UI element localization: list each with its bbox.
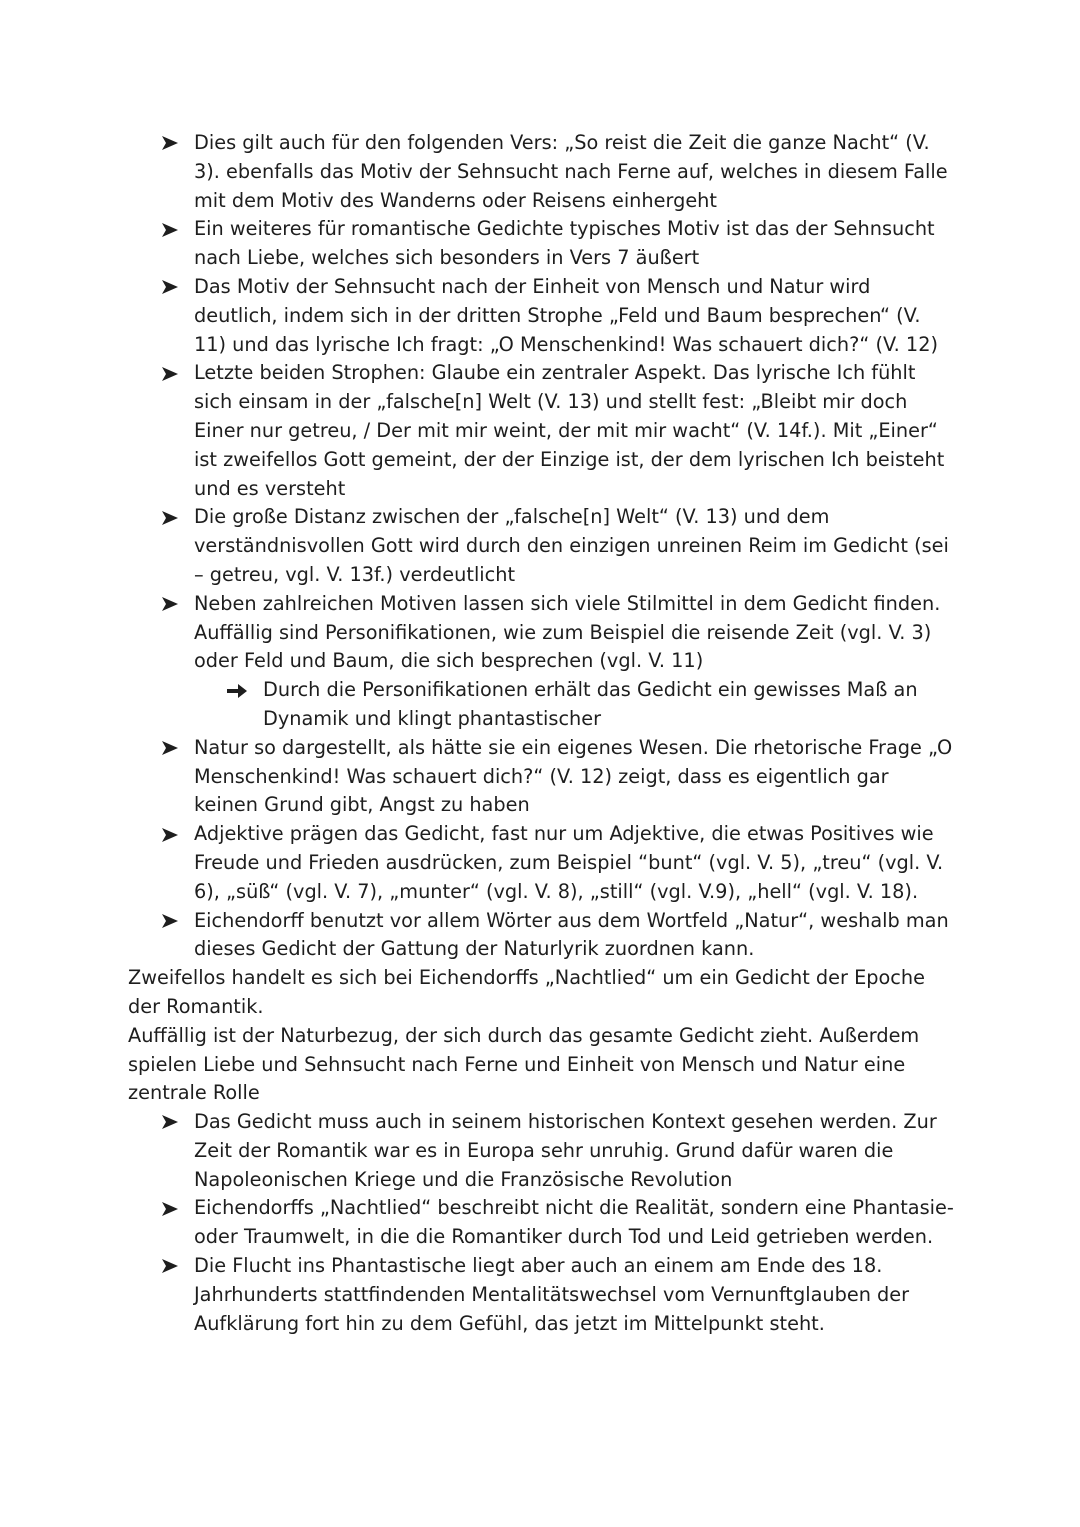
arrowhead-bullet-icon [161,907,183,936]
arrowhead-bullet-icon [161,503,183,532]
arrowhead-bullet-icon [161,129,183,158]
bullet-item [128,1252,958,1338]
bullet-text: Letzte beiden Strophen: Glaube ein zentraler Aspekt. Das lyrische Ich fühlt sich einsam in der „falsche[n] Welt (V. 13) und stellt fest: „Bleibt mir doch Einer nur getreu, / Der mit mir weint, der mit mir wacht“ (V. 14f.). Mit „Einer“ ist zweifellos Gott gemeint, der der Einzige ist, der dem lyrischen Ich beisteht und es versteht [194,361,945,500]
bullet-item [128,273,958,359]
bullet-item [128,1108,958,1194]
arrowhead-bullet-icon [161,1194,183,1223]
bullet-item [128,590,958,676]
bullet-text: Eichendorff benutzt vor allem Wörter aus dem Wortfeld „Natur“, weshalb man dieses Gedicht der Gattung der Naturlyrik zuordnen kann. [194,908,949,961]
bullet-text: Eichendorffs „Nachtlied“ beschreibt nicht die Realität, sondern eine Phantasie- oder Traumwelt, in die die Romantiker durch Tod und Leid getrieben werden. [194,1196,954,1249]
arrowhead-bullet-icon [161,1108,183,1137]
bullet-item [128,503,958,589]
document-page [128,129,958,1338]
arrowhead-bullet-icon [161,273,183,302]
bold-arrow-icon [226,676,250,705]
bullet-text: Natur so dargestellt, als hätte sie ein eigenes Wesen. Die rhetorische Frage „O Menschenkind! Was schauert dich?“ (V. 12) zeigt, dass es eigentlich gar keinen Grund gibt, Angst zu haben [194,735,953,817]
sub-bullet-item [128,676,958,734]
sub-bullet-text: Durch die Personifikationen erhält das Gedicht ein gewisses Maß an Dynamik und klingt phantastischer [263,678,918,730]
bullet-text: Die Flucht ins Phantastische liegt aber auch an einem am Ende des 18. Jahrhunderts stattfindenden Mentalitätswechsel vom Vernunftglauben der Aufklärung fort hin zu dem Gefühl, das jetzt im Mittelpunkt steht. [194,1254,910,1335]
bullet-text: Neben zahlreichen Motiven lassen sich viele Stilmittel in dem Gedicht finden. Auffällig sind Personifikationen, wie zum Beispiel die reisende Zeit (vgl. V. 3) oder Feld und Baum, die sich besprechen (vgl. V. 11) [194,591,941,673]
bullet-item [128,129,958,215]
bullet-text: Die große Distanz zwischen der „falsche[n] Welt“ (V. 13) und dem verständnisvollen Gott wird durch den einzigen unreinen Reim im Gedicht (sei – getreu, vgl. V. 13f.) verdeutlicht [194,505,949,586]
arrowhead-bullet-icon [161,359,183,388]
bullet-text: Adjektive prägen das Gedicht, fast nur um Adjektive, die etwas Positives wie Freude und Frieden ausdrücken, zum Beispiel “bunt“ (vgl. V. 5), „treu“ (vgl. V. 6), „süß“ (vgl. V. 7), „munter“ (vgl. V. 8), „still“ (vgl. V.9), „hell“ (vgl. V. 18). [194,822,944,903]
arrowhead-bullet-icon [161,734,183,763]
arrowhead-bullet-icon [161,820,183,849]
paragraph: Auffällig ist der Naturbezug, der sich durch das gesamte Gedicht zieht. Außerdem spielen Liebe und Sehnsucht nach Ferne und Einheit von Mensch und Natur eine zentrale Rolle [128,1023,920,1105]
paragraph: Zweifellos handelt es sich bei Eichendorffs „Nachtlied“ um ein Gedicht der Epoche der Romantik. [128,966,925,1018]
bullet-item [128,1194,958,1252]
arrowhead-bullet-icon [161,590,183,619]
arrowhead-bullet-icon [161,215,183,244]
bullet-text: Dies gilt auch für den folgenden Vers: „So reist die Zeit die ganze Nacht“ (V. 3). ebenfalls das Motiv der Sehnsucht nach Ferne auf, welches in diesem Falle mit dem Motiv des Wanderns oder Reisens einhergeht [194,131,948,212]
bullet-item [128,215,958,273]
bullet-item [128,734,958,820]
bullet-item [128,359,958,503]
bullet-item [128,907,958,965]
bullet-item [128,820,958,906]
bullet-text: Das Motiv der Sehnsucht nach der Einheit von Mensch und Natur wird deutlich, indem sich in der dritten Strophe „Feld und Baum besprechen“ (V. 11) und das lyrische Ich fragt: „O Menschenkind! Was schauert dich?“ (V. 12) [194,274,938,356]
bullet-text: Ein weiteres für romantische Gedichte typisches Motiv ist das der Sehnsucht nach Liebe, welches sich besonders in Vers 7 äußert [194,217,935,270]
arrowhead-bullet-icon [161,1252,183,1281]
bullet-text: Das Gedicht muss auch in seinem historischen Kontext gesehen werden. Zur Zeit der Romantik war es in Europa sehr unruhig. Grund dafür waren die Napoleonischen Kriege und die Französische Revolution [194,1110,937,1191]
